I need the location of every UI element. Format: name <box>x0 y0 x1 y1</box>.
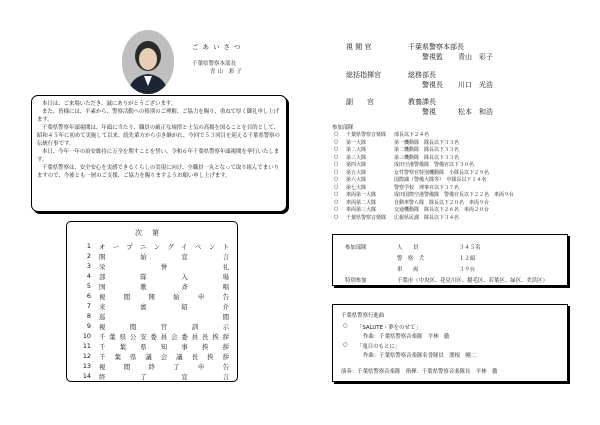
department-row <box>334 154 459 162</box>
department-name: 第六大隊 <box>346 177 367 183</box>
program-item-number: 2 <box>86 252 91 260</box>
program-item <box>77 262 229 271</box>
department-leader: 警察学校 理事官以下３７名 <box>394 184 460 191</box>
police-dog-value: １２頭 <box>459 256 476 262</box>
program-item-number: 11 <box>82 342 91 350</box>
program-item-label: 視閲終了申告 <box>99 363 229 371</box>
participants-box <box>332 234 568 286</box>
program-item-label: 開始宣言 <box>99 253 229 261</box>
song-credit: 作曲：千葉県警察音楽隊 平林 徹 <box>363 334 450 340</box>
department-name: 車両第一大隊 <box>346 192 377 198</box>
program-item-label: 千葉県公安委員会委員長挨拶 <box>99 333 229 341</box>
program-item <box>77 342 229 351</box>
program-item <box>77 292 229 301</box>
department-name: 第四大隊 <box>346 162 367 168</box>
program-item <box>77 282 229 291</box>
circle-icon: ○ <box>334 168 339 175</box>
program-item <box>77 242 229 251</box>
department-leader: 女性警察官特別機動隊 小隊長以下２９名 <box>394 169 490 176</box>
department-row <box>334 139 459 147</box>
songs-box <box>332 304 568 382</box>
song-title: 「SALUTE・夢をのせて」 <box>357 325 421 331</box>
department-name: 第三大隊 <box>346 154 367 161</box>
program-item-number: 5 <box>86 282 91 290</box>
songs-footer: 演奏：千葉県警察音楽隊 指揮：千葉県警察音楽隊長 平林 徹 <box>341 369 498 375</box>
circle-icon: ○ <box>334 153 339 160</box>
program-item-label: 国歌斉唱 <box>99 283 229 291</box>
program-item-number: 1 <box>86 242 91 250</box>
greeting-org: 千葉県警察本部長 <box>192 61 237 67</box>
official-title: 総務部長 <box>408 71 436 79</box>
official-rank: 警視長 <box>422 81 443 89</box>
circle-icon: ○ <box>334 131 339 137</box>
department-row <box>334 169 489 177</box>
program-item <box>77 252 229 261</box>
circle-icon: ○ <box>334 191 339 197</box>
program-item-number: 10 <box>82 332 91 340</box>
program-item-label: 終了宣言 <box>99 373 229 381</box>
program-item-number: 3 <box>86 262 91 270</box>
program-item-label: 視閲官訓示 <box>99 323 229 331</box>
personnel-value: ３４５名 <box>459 245 481 251</box>
circle-icon: ○ <box>343 342 348 348</box>
official-role: 視 閲 官 <box>346 43 372 51</box>
program-item-number: 4 <box>86 272 91 280</box>
personnel-label: 人 員 <box>397 245 419 251</box>
police-dog-label: 警 察 犬 <box>397 256 424 262</box>
department-leader: 自動車警ら隊 隊長以下２０名 車両９台 <box>394 199 490 206</box>
department-leader: 部長以下２４名 <box>394 132 430 138</box>
department-name: 車両第三大隊 <box>346 207 377 213</box>
program-item-number: 13 <box>82 362 91 370</box>
greeting-title: ごあいさつ <box>192 43 245 51</box>
program-item-label: 栄誉礼 <box>99 263 229 271</box>
department-leader: 第三機動隊 隊長以下３３名 <box>394 154 460 161</box>
song-credit: 作曲：千葉県警察音楽隊名誉隊員 関根 剛二 <box>363 353 477 359</box>
official-role: 総括指揮官 <box>346 71 381 79</box>
program-item <box>77 352 229 361</box>
program-item-number: 7 <box>86 302 91 310</box>
program-item <box>77 332 229 341</box>
circle-icon: ○ <box>334 183 339 190</box>
circle-icon: ○ <box>334 138 339 145</box>
department-leader: 第一機動隊 隊長以下３３名 <box>394 139 460 146</box>
program-item-label: 部隊入場 <box>99 273 229 281</box>
department-leader: 第二機動隊 隊長以下３３名 <box>394 147 460 153</box>
greeting-paragraph: 本日、今年一年の治安維持に万全を期すことを誓い、令和６年千葉県警察年頭視閲を挙行いたします。 <box>37 149 280 163</box>
program-item <box>77 302 229 311</box>
program-item-number: 14 <box>82 372 91 380</box>
special-value: 千葉市（中央区、花見川区、稲毛区、若葉区、緑区、美浜区） <box>397 278 548 284</box>
circle-icon: ○ <box>334 213 339 220</box>
program-item <box>77 362 229 371</box>
program-item-label: 千葉県知事挨拶 <box>99 343 229 351</box>
program-item-number: 8 <box>86 312 91 320</box>
program-item-number: 12 <box>82 352 91 360</box>
program-title: 次第 <box>135 229 169 237</box>
official-rank: 警視監 <box>422 53 443 61</box>
department-name: 第七大隊 <box>346 184 367 191</box>
program-item-label: 千葉県議会議長挨拶 <box>99 353 229 361</box>
department-leader: 国際課（警備大隊等） 中隊長以下１４名 <box>394 177 487 183</box>
department-name: 車両第二大隊 <box>346 199 377 206</box>
department-row <box>334 191 514 199</box>
official-title: 教養課長 <box>408 98 436 106</box>
program-item-label: 視閲開始申告 <box>99 293 229 301</box>
song-title: 「鬼日のもとに」 <box>357 344 401 350</box>
department-leader: 成田空港警備隊 警備官以下３０名 <box>394 162 475 168</box>
department-name: 千葉県警察音楽隊 <box>346 214 387 221</box>
department-row <box>334 161 474 169</box>
participants-label: 参加部隊 <box>345 245 367 251</box>
department-name: 千葉県警察音楽隊 <box>346 132 387 138</box>
special-label: 特別参加 <box>345 278 367 284</box>
official-name: 松本 和浩 <box>458 108 493 116</box>
program-item-label: 来賓紹介 <box>99 303 229 311</box>
greeting-paragraph: また、皆様には、平素から、警察活動への格別のご理解、ご協力を賜り、重ねて厚く御礼申し上げます。 <box>37 109 280 123</box>
program-item-label: 巡閲 <box>99 313 229 321</box>
department-row <box>334 214 459 222</box>
program-item <box>77 372 229 381</box>
department-row <box>334 184 459 192</box>
circle-icon: ○ <box>334 206 339 212</box>
department-row <box>334 199 489 207</box>
department-name: 第五大隊 <box>346 169 367 176</box>
department-leader: 成田国際空港警備隊 警備官長以下２２名 車両９台 <box>394 192 515 198</box>
department-row <box>334 146 459 154</box>
program-item <box>77 312 229 321</box>
official-name: 川口 光浩 <box>458 81 493 89</box>
department-name: 第一大隊 <box>346 139 367 146</box>
vehicle-value: ３９台 <box>459 267 476 273</box>
circle-icon: ○ <box>334 198 339 205</box>
program-item <box>77 322 229 331</box>
greeting-paragraph: 本日は、ご来場いただき、誠にありがとうございます。 <box>42 101 177 107</box>
departments-title: 参加部隊 <box>332 125 354 131</box>
greeting-box <box>31 95 287 212</box>
program-box <box>66 221 238 382</box>
department-row <box>334 206 489 214</box>
program-item <box>77 272 229 281</box>
greeting-name: 青山 彩子 <box>210 69 244 75</box>
department-row <box>334 176 487 184</box>
program-item-label: オープニングイベント <box>99 243 229 251</box>
greeting-paragraph: 千葉県警察は、安全安心を実感できるくらしの実現に向け、全職員一丸となって取り組んでまいりますので、今後とも一層のご支援、ご協力を賜りますようお願い申し上げます。 <box>37 165 279 179</box>
greeting-paragraph: 千葉県警察年頭視閲は、年頭に当たり、職員の厳正な規律と士気の高揚を図ることを目的として、昭和４５年に初めて実施して以来、続先輩方から引き継がれ、今回で５３回目を迎える千葉県警察の伝統行事です。 <box>37 125 280 147</box>
official-title: 千葉県警察本部長 <box>408 43 464 51</box>
program-item-number: 6 <box>86 292 91 300</box>
department-row <box>334 131 429 139</box>
songs-title: 千葉県警察行進曲 <box>341 313 385 319</box>
circle-icon: ○ <box>334 161 339 167</box>
vehicle-label: 車 両 <box>397 267 419 273</box>
circle-icon: ○ <box>334 176 339 182</box>
official-role: 副 官 <box>346 98 374 106</box>
circle-icon: ○ <box>343 323 348 329</box>
program-item-number: 9 <box>86 322 91 330</box>
department-name: 第二大隊 <box>346 147 367 153</box>
official-rank: 警視 <box>422 108 436 116</box>
department-leader: 広報県民課 隊長以下３４名 <box>394 214 460 221</box>
department-leader: 交通機動隊 隊長以下２６名 車両２０台 <box>394 207 490 213</box>
chief-photo <box>122 30 174 94</box>
circle-icon: ○ <box>334 146 339 152</box>
official-name: 青山 彩子 <box>458 53 493 61</box>
